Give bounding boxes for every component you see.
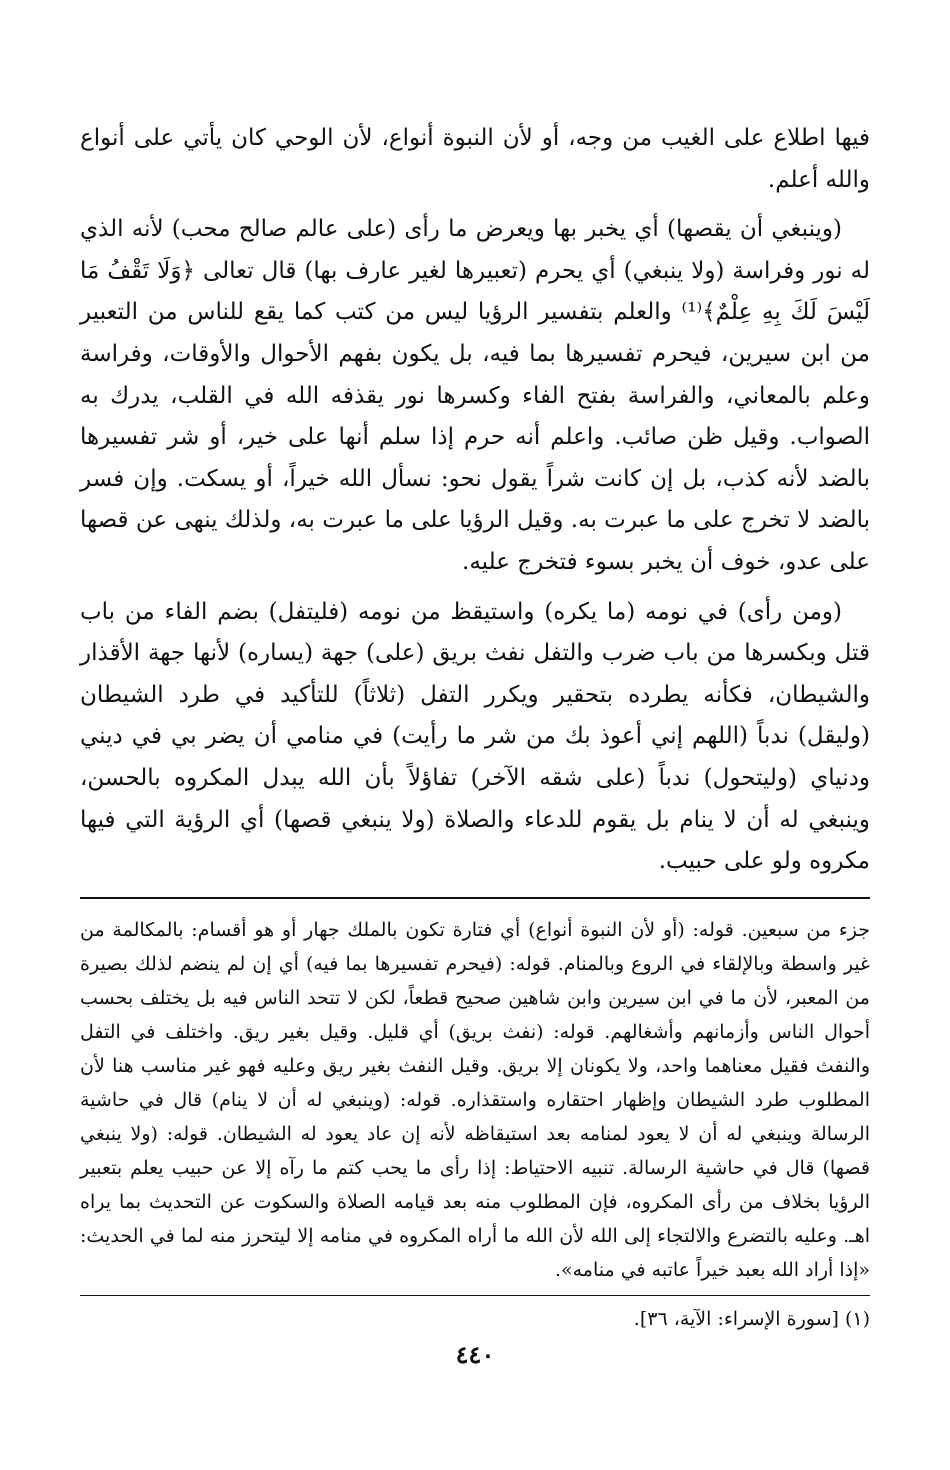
paragraph-continuation: فيها اطلاع على الغيب من وجه، أو لأن النبوة أنواع، لأن الوحي كان يأتي على أنواع والله أعلم. (80, 125, 870, 193)
commentary-text: جزء من سبعين. قوله: (أو لأن النبوة أنواع) أي فتارة تكون بالملك جهار أو هو أقسام: بالمكالمة من غير واسطة وبالإلقاء في الروع وبالمنام. قوله: (فيحرم تفسيرها بما فيه) أي إن لم ينضم لذلك بصيرة من المعبر، لأن ما في ابن سيرين وابن شاهين صحيح قطعاً، لكن لا تتحد الناس فيه بل يختلف بحسب أحوال الناس وأزمانهم وأشغالهم. قوله: (نفث بريق) أي قليل. وقيل بغير ريق. واختلف في التفل والنفث فقيل معناهما واحد، ولا يكونان إلا بريق. وقيل النفث بغير ريق وعليه فهو غير مناسب هنا لأن المطلوب طرد الشيطان وإظهار احتقاره واستقذاره. قوله: (وينبغي له أن لا ينام) قال في حاشية الرسالة وينبغي له أن لا يعود لمنامه بعد استيقاظه لأنه إن عاد يعود له الشيطان. قوله: (ولا ينبغي قصها) قال في حاشية الرسالة. تنبيه الاحتياط: إذا رأى ما يحب كتم ما رآه إلا عن حبيب يعلم بتعبير الرؤيا بخلاف من رأى المكروه، فإن المطلوب منه بعد قيامه الصلاة والسكوت عن التحديث بما يراه اهـ. وعليه بالتضرع والالتجاء إلى الله لأن الله ما أراه المكروه في منامه إلا ليتحرز منه لما في الحديث: «إذا أراد الله بعبد خيراً عاتبه في منامه». (80, 918, 870, 1281)
footnote-separator (80, 897, 870, 899)
page-body (80, 118, 870, 1336)
paragraph-narrate-dream: (وينبغي أن يقصها) أي يخبر بها ويعرض ما رأى (على عالم صالح محب) لأنه الذي له نور وفراسة (ولا ينبغي) أي يحرم (تعبيرها لغير عارف بها) قال تعالى ﴿وَلَا تَقْفُ مَا لَيْسَ لَكَ بِهِ عِلْمٌ﴾⁽¹⁾ والعلم بتفسير الرؤيا ليس من كتب كما يقع للناس من التعبير من ابن سيرين، فيحرم تفسيرها بما فيه، بل يكون بفهم الأحوال والأوقات، وفراسة وعلم بالمعاني، والفراسة بفتح الفاء وكسرها نور يقذفه الله في القلب، يدرك به الصواب. وقيل ظن صائب. واعلم أنه حرم إذا سلم أنها على خير، أو شر تفسيرها بالضد لأنه كذب، بل إن كانت شراً يقول نحو: نسأل الله خيراً، أو يسكت. وإن فسر بالضد لا تخرج على ما عبرت به. وقيل الرؤيا على ما عبرت به، ولذلك ينهى عن قصها على عدو، خوف أن يخبر بسوء فتخرج عليه. (80, 216, 870, 575)
reference-separator (80, 1295, 870, 1296)
commentary-notes (80, 913, 870, 1287)
paragraph-bad-dream: (ومن رأى) في نومه (ما يكره) واستيقظ من نومه (فليتفل) بضم الفاء من باب قتل وبكسرها من باب ضرب والتفل نفث بريق (على) جهة (يساره) لأنها جهة الأقذار والشيطان، فكأنه يطرده بتحقير ويكرر التفل (ثلاثاً) للتأكيد في طرد الشيطان (وليقل) ندباً (اللهم إني أعوذ بك من شر ما رأيت) في منامي أن يضر بي في ديني ودنياي (وليتحول) ندباً (على شقه الآخر) تفاؤلاً بأن الله يبدل المكروه بالحسن، وينبغي له أن لا ينام بل يقوم للدعاء والصلاة (ولا ينبغي قصها) أي الرؤية التي فيها مكروه ولو على حبيب. (80, 598, 870, 875)
footnote-reference: (١) [سورة الإسراء: الآية، ٣٦]. (633, 1307, 870, 1330)
page-number: ٤٤٠ (455, 1340, 495, 1369)
main-text (80, 118, 870, 883)
